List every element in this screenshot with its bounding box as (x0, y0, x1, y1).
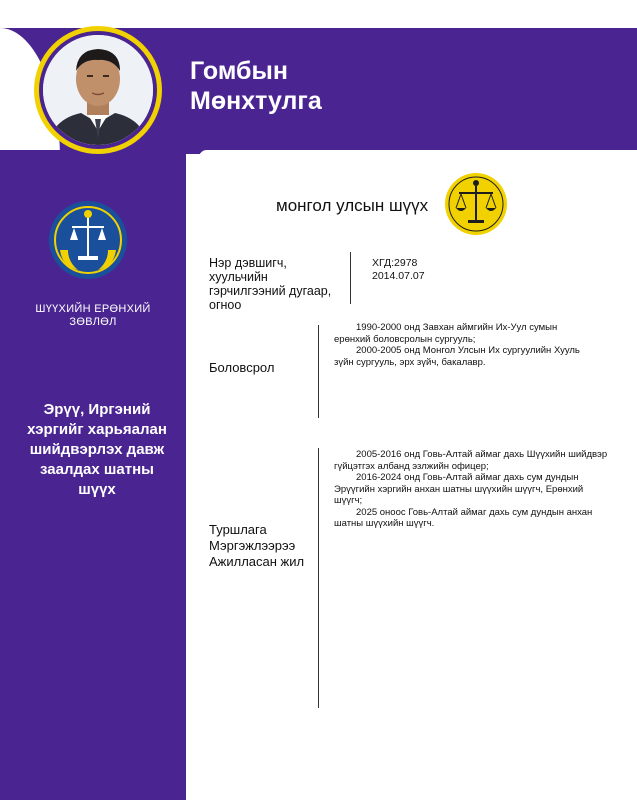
person-name (190, 56, 322, 116)
court-name: монгол улсын шүүх (276, 196, 429, 215)
avatar (43, 35, 153, 145)
nomination-label-line-1: Нэр дэвшигч, (209, 256, 287, 270)
education-line: 1990-2000 онд Завхан аймгийн Их-Уул сумын (356, 322, 558, 333)
portrait-icon (43, 35, 153, 145)
experience-line: шатны шүүхийн шүүгч. (334, 518, 435, 529)
divider-education (318, 325, 319, 418)
education-line: 2000-2005 онд Монгол Улсын Их сургуулийн Хууль (356, 345, 580, 356)
scales-of-justice-icon (444, 172, 508, 236)
experience-line: шүүгч; (334, 495, 363, 506)
experience-text (334, 449, 630, 530)
council-title-line-1: ШҮҮХИЙН ЕРӨНХИЙ (35, 303, 151, 315)
divider-nomination (350, 252, 351, 304)
education-text (334, 322, 630, 368)
nomination-label (209, 256, 331, 312)
avatar-frame (34, 26, 162, 154)
education-line: зүйн сургууль, эрх зүйч, бакалавр. (334, 356, 486, 368)
experience-label (209, 522, 304, 570)
experience-line: гүйцэтгэх албанд эзлжийн офицер; (334, 460, 489, 472)
council-title-line-2: ЗӨВЛӨЛ (69, 316, 117, 328)
education-line: ерөнхий боловсролын сургууль; (334, 333, 476, 345)
nomination-label-line-2: хуульчийн (209, 270, 268, 284)
certificate-date: 2014.07.07 (372, 270, 425, 282)
content-curve (186, 150, 637, 230)
experience-line: Эрүүгийн хэргийн анхан шатны шүүхийн шүүгч, Ерөнхий (334, 483, 584, 495)
certificate-number: ХГД:2978 (372, 257, 418, 269)
divider-experience (318, 448, 319, 708)
council-title (14, 303, 172, 329)
experience-line: 2016-2024 онд Говь-Алтай аймаг дахь сум дундын (356, 472, 579, 483)
nomination-label-line-3: гэрчилгээний дугаар, (209, 284, 332, 298)
certificate-info (372, 257, 425, 283)
council-logo-icon (48, 200, 128, 280)
experience-label-line-1: Туршлага (209, 522, 267, 537)
experience-line: 2025 оноос Говь-Алтай аймаг дахь сум дундын анхан (356, 506, 593, 518)
education-label: Боловсрол (209, 360, 275, 375)
court-type: Эрүү, Иргэний хэргийг харьяалан шийдвэрлэх давж заалдах шатны шүүх (27, 401, 167, 498)
nomination-label-line-4: огноо (209, 298, 242, 312)
name-line-2: Мөнхтулга (190, 87, 322, 115)
experience-label-line-3: Ажилласан жил (209, 554, 305, 569)
name-line-1: Гомбын (190, 57, 288, 85)
experience-label-line-2: Мэргэжлээрээ (209, 538, 296, 553)
experience-line: 2005-2016 онд Говь-Алтай аймаг дахь Шүүхийн шийдвэр (356, 449, 608, 460)
